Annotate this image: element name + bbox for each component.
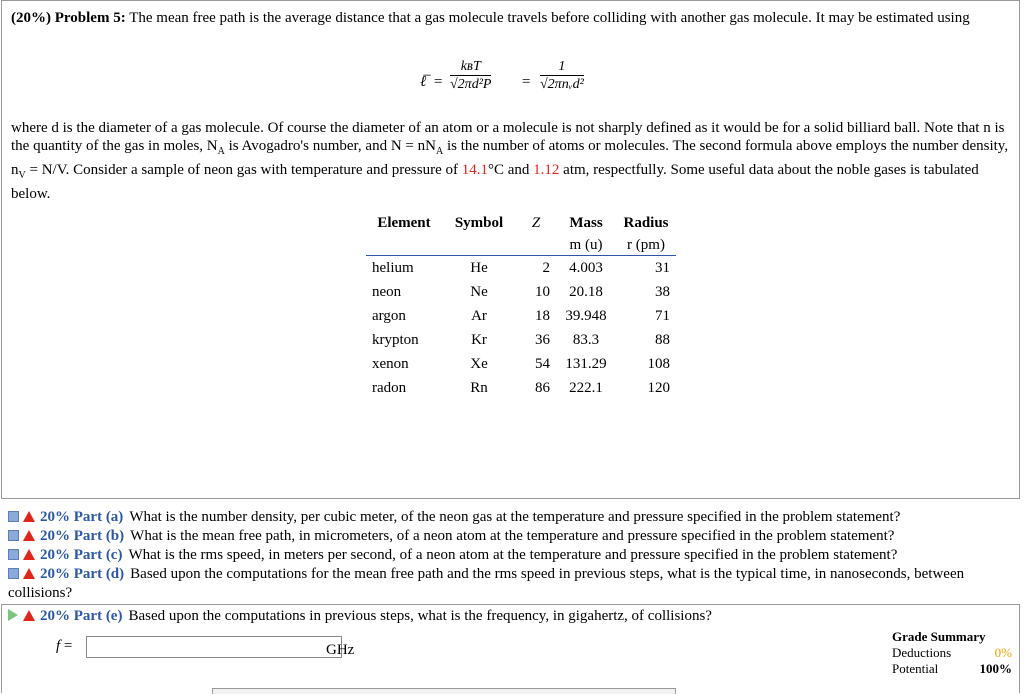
table-row: xenon Xe 54 131.29 108 xyxy=(372,356,670,372)
answer-unit: GHz xyxy=(326,642,355,658)
formula-fraction-1: kʙT √2πd²P xyxy=(450,59,492,92)
collapse-icon[interactable] xyxy=(8,530,19,541)
warning-icon xyxy=(23,568,35,579)
table-row: neon Ne 10 20.18 38 xyxy=(372,284,670,300)
completed-parts xyxy=(8,508,1018,603)
problem-statement xyxy=(1,0,1020,499)
part-a[interactable]: 20% Part (a) What is the number density, per cubic meter, of the neon gas at the temperature and pressure specified in the problem statement? xyxy=(8,508,1018,527)
part-c[interactable]: 20% Part (c) What is the rms speed, in meters per second, of a neon atom at the temperature and pressure specified in the problem statement? xyxy=(8,546,1018,565)
answer-row xyxy=(56,638,355,658)
mean-free-path-formula: ℓ̅ = kʙT √2πd²P = 1 √2πnᵥd² xyxy=(420,59,584,92)
warning-icon xyxy=(23,530,35,541)
grade-summary-title: Grade Summary xyxy=(892,629,986,644)
problem-intro xyxy=(11,9,1010,27)
play-icon[interactable] xyxy=(8,609,18,621)
deductions-value: 0% xyxy=(994,645,1012,660)
answer-equals: = xyxy=(63,638,73,654)
collapse-icon[interactable] xyxy=(8,511,19,522)
potential-value: 100% xyxy=(979,661,1012,676)
warning-icon xyxy=(23,610,35,621)
part-d[interactable]: 20% Part (d) Based upon the computations for the mean free path and the rms speed in previous steps, what is the typical time, in nanoseconds, between collisions? xyxy=(8,566,965,601)
warning-icon xyxy=(23,511,35,522)
table-row: krypton Kr 36 83.3 88 xyxy=(372,332,670,348)
problem-title: Problem 5: xyxy=(54,10,126,26)
col-header-mass: Mass xyxy=(569,215,603,231)
part-e: 20% Part (e) Based upon the computations in previous steps, what is the frequency, in gigahertz, of collisions? xyxy=(8,607,712,626)
pressure-value: 1.12 xyxy=(533,162,560,178)
grade-summary xyxy=(892,629,1012,677)
answer-variable: f xyxy=(56,638,61,654)
col-subheader-radius: r (pm) xyxy=(616,235,676,256)
potential-label: Potential xyxy=(892,661,939,676)
keypad-top-edge[interactable] xyxy=(212,688,676,694)
problem-intro-text: The mean free path is the average distance that a gas molecule travels before colliding with another gas molecule. It may be estimated using xyxy=(129,10,970,26)
col-header-z: Z xyxy=(531,215,541,231)
problem-description: where d is the diameter of a gas molecule. Of course the diameter of an atom or a molecule is not sharply defined as it would be for a solid billiard ball. Note that n is the quantity of the gas in moles, $N_A$ is Avogadro's number, and $N = nN_A$ is the number of atoms or molecules. The second formula above employs the number density, $n_V = N/V$. Consider a sample of neon gas with temperature and pressure of 14.1°C and 1.12 atm, respectfully. Some useful data about the noble gases is tabulated below. xyxy=(11,120,1009,202)
collapse-icon[interactable] xyxy=(8,568,19,579)
warning-icon xyxy=(23,549,35,560)
part-b[interactable]: 20% Part (b) What is the mean free path, in micrometers, of a neon atom at the temperature and pressure specified in the problem statement? xyxy=(8,527,1018,546)
col-header-symbol: Symbol xyxy=(454,215,504,231)
deductions-label: Deductions xyxy=(892,645,952,660)
col-subheader-mass: m (u) xyxy=(556,235,616,256)
col-header-radius: Radius xyxy=(623,215,669,231)
problem-weight: (20%) xyxy=(11,10,51,26)
answer-input[interactable] xyxy=(86,636,342,658)
table-row: argon Ar 18 39.948 71 xyxy=(372,308,670,324)
table-row: radon Rn 86 222.1 120 xyxy=(372,380,670,396)
formula-lhs: ℓ̅ xyxy=(420,74,427,90)
table-row: helium He 2 4.003 31 xyxy=(372,260,670,276)
noble-gas-table xyxy=(366,211,676,400)
formula-fraction-2: 1 √2πnᵥd² xyxy=(540,59,584,92)
temperature-value: 14.1 xyxy=(461,162,488,178)
collapse-icon[interactable] xyxy=(8,549,19,560)
col-header-element: Element xyxy=(377,215,431,231)
